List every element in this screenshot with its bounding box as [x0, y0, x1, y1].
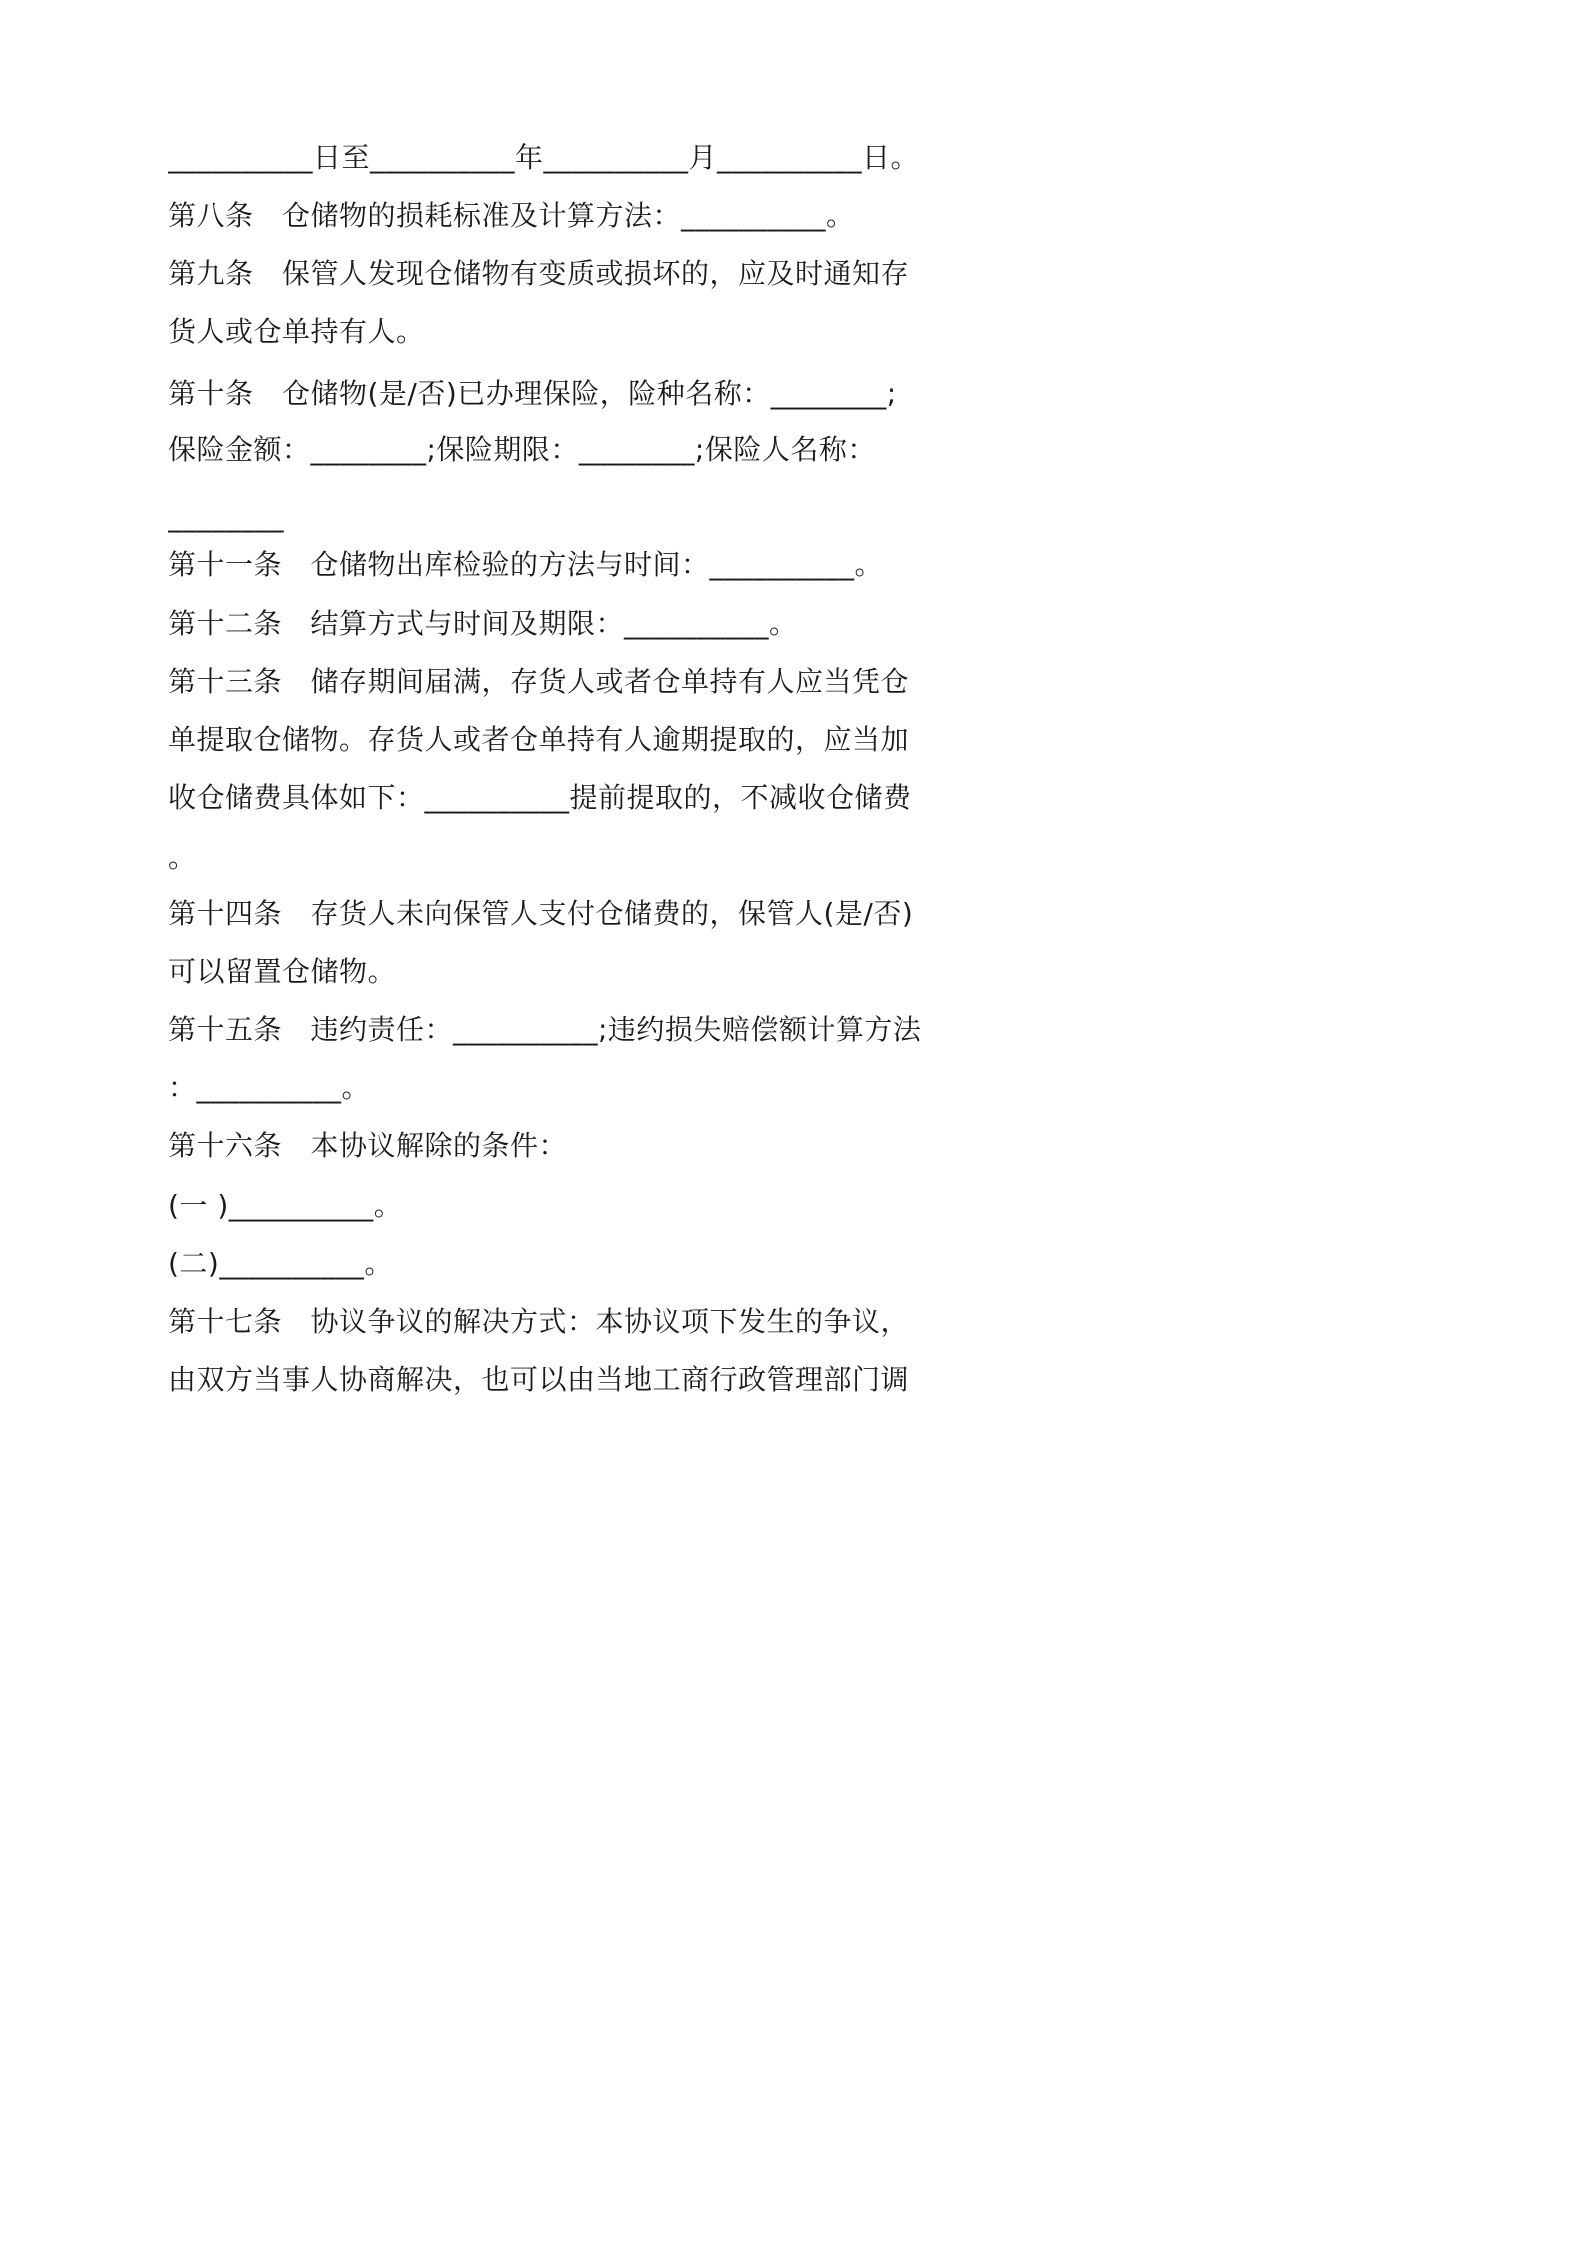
text-line-article-13-cont-3: 。 — [168, 841, 197, 874]
text-line-article-11: 第十一条 仓储物出库检验的方法与时间：__________。 — [168, 548, 884, 581]
text-line-date-range: __________日至__________年__________月__________日。 — [168, 141, 920, 174]
text-line-article-16-item-2: (二)__________。 — [168, 1247, 393, 1280]
text-line-article-8: 第八条 仓储物的损耗标准及计算方法：__________。 — [168, 199, 855, 232]
text-line-article-12: 第十二条 结算方式与时间及期限：__________。 — [168, 607, 798, 640]
text-line-article-14-cont: 可以留置仓储物。 — [168, 955, 397, 988]
document-page — [0, 0, 1100, 1556]
text-line-article-13-cont-1: 单提取仓储物。存货人或者仓单持有人逾期提取的，应当加 — [168, 723, 910, 756]
text-line-article-13-cont-2: 收仓储费具体如下：__________提前提取的，不减收仓储费 — [168, 781, 912, 814]
text-line-article-10: 第十条 仓储物(是/否)已办理保险，险种名称：________; — [168, 377, 897, 410]
text-line-article-15: 第十五条 违约责任：__________;违约损失赔偿额计算方法 — [168, 1013, 922, 1046]
text-line-article-17: 第十七条 协议争议的解决方式：本协议项下发生的争议， — [168, 1305, 910, 1338]
text-line-article-16-item-1: (一 )__________。 — [168, 1189, 403, 1222]
text-line-article-15-cont: ：__________。 — [168, 1071, 371, 1104]
text-line-article-9-cont: 货人或仓单持有人。 — [168, 315, 425, 348]
text-line-article-13: 第十三条 储存期间届满，存货人或者仓单持有人应当凭仓 — [168, 665, 910, 698]
text-line-article-9: 第九条 保管人发现仓储物有变质或损坏的，应及时通知存 — [168, 257, 910, 290]
text-line-article-10-cont: 保险金额：________;保险期限：________;保险人名称： — [168, 433, 876, 466]
text-line-article-17-cont: 由双方当事人协商解决，也可以由当地工商行政管理部门调 — [168, 1363, 910, 1396]
text-line-article-14: 第十四条 存货人未向保管人支付仓储费的，保管人(是/否) — [168, 897, 914, 930]
text-line-article-10-blank: ________ — [168, 500, 284, 533]
text-line-article-16: 第十六条 本协议解除的条件： — [168, 1129, 568, 1162]
